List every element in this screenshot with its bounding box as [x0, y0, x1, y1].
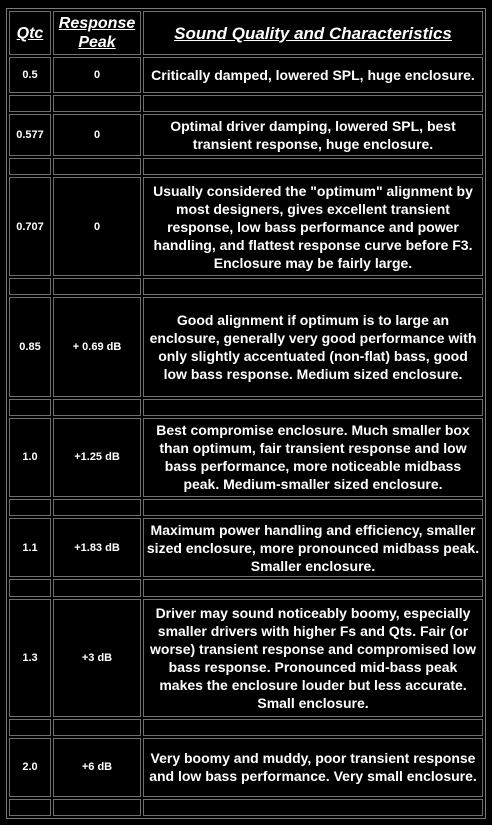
spacer-row: [9, 95, 483, 112]
response-peak-value: +1.25 dB: [53, 418, 141, 497]
header-qtc: Qtc: [9, 11, 51, 55]
qtc-table-container: [6, 8, 486, 819]
spacer-row: [9, 399, 483, 416]
table-body: [9, 57, 483, 816]
spacer-cell: [9, 278, 51, 295]
spacer-cell: [53, 278, 141, 295]
sound-quality-description: Maximum power handling and efficiency, smaller sized enclosure, more pronounced midbass peak. Smaller enclosure.: [143, 518, 483, 578]
sound-quality-description: Good alignment if optimum is to large an enclosure, generally very good performance with only slightly accentuated (non-flat) bass, good low bass response. Medium sized enclosure.: [143, 297, 483, 396]
sound-quality-description: Optimal driver damping, lowered SPL, best transient response, huge enclosure.: [143, 114, 483, 156]
qtc-value: 1.0: [9, 418, 51, 497]
sound-quality-description: Critically damped, lowered SPL, huge enclosure.: [143, 57, 483, 93]
qtc-value: 1.3: [9, 599, 51, 717]
spacer-cell: [143, 719, 483, 736]
spacer-cell: [9, 719, 51, 736]
table-row: [9, 114, 483, 156]
spacer-cell: [143, 499, 483, 516]
response-peak-value: +1.83 dB: [53, 518, 141, 578]
spacer-row: [9, 278, 483, 295]
qtc-value: 0.577: [9, 114, 51, 156]
spacer-cell: [9, 799, 51, 816]
sound-quality-description: Driver may sound noticeably boomy, especially smaller drivers with higher Fs and Qts. Fair (or worse) transient response and compromised low bass response. Pronounced mid-bass peak makes the enclosure louder but less accurate. Small enclosure.: [143, 599, 483, 717]
sound-quality-description: Best compromise enclosure. Much smaller box than optimum, fair transient response and low bass performance, more noticeable midbass peak. Medium-smaller sized enclosure.: [143, 418, 483, 497]
spacer-cell: [9, 399, 51, 416]
spacer-cell: [143, 579, 483, 596]
qtc-value: 0.85: [9, 297, 51, 396]
spacer-cell: [53, 799, 141, 816]
response-peak-value: 0: [53, 57, 141, 93]
qtc-value: 0.5: [9, 57, 51, 93]
table-row: [9, 57, 483, 93]
spacer-cell: [143, 399, 483, 416]
table-row: [9, 177, 483, 276]
spacer-row: [9, 799, 483, 816]
spacer-row: [9, 158, 483, 175]
table-row: [9, 738, 483, 797]
spacer-cell: [53, 579, 141, 596]
table-row: [9, 418, 483, 497]
spacer-row: [9, 719, 483, 736]
spacer-cell: [53, 95, 141, 112]
response-peak-value: +6 dB: [53, 738, 141, 797]
spacer-cell: [9, 579, 51, 596]
spacer-cell: [53, 719, 141, 736]
header-response-peak: Response Peak: [53, 11, 141, 55]
response-peak-value: 0: [53, 177, 141, 276]
spacer-cell: [143, 799, 483, 816]
spacer-cell: [53, 399, 141, 416]
table-row: [9, 599, 483, 717]
spacer-cell: [9, 95, 51, 112]
header-sound-quality: Sound Quality and Characteristics: [143, 11, 483, 55]
spacer-row: [9, 579, 483, 596]
spacer-cell: [9, 158, 51, 175]
spacer-cell: [143, 95, 483, 112]
qtc-value: 2.0: [9, 738, 51, 797]
table-row: [9, 297, 483, 396]
qtc-table: [7, 9, 485, 818]
response-peak-value: 0: [53, 114, 141, 156]
qtc-value: 1.1: [9, 518, 51, 578]
response-peak-value: + 0.69 dB: [53, 297, 141, 396]
spacer-cell: [143, 158, 483, 175]
spacer-cell: [143, 278, 483, 295]
spacer-cell: [53, 158, 141, 175]
qtc-value: 0.707: [9, 177, 51, 276]
spacer-row: [9, 499, 483, 516]
spacer-cell: [9, 499, 51, 516]
table-row: [9, 518, 483, 578]
sound-quality-description: Very boomy and muddy, poor transient response and low bass performance. Very small enclosure.: [143, 738, 483, 797]
sound-quality-description: Usually considered the "optimum" alignment by most designers, gives excellent transient response, low bass performance and power handling, and flattest response curve before F3. Enclosure may be fairly large.: [143, 177, 483, 276]
spacer-cell: [53, 499, 141, 516]
response-peak-value: +3 dB: [53, 599, 141, 717]
